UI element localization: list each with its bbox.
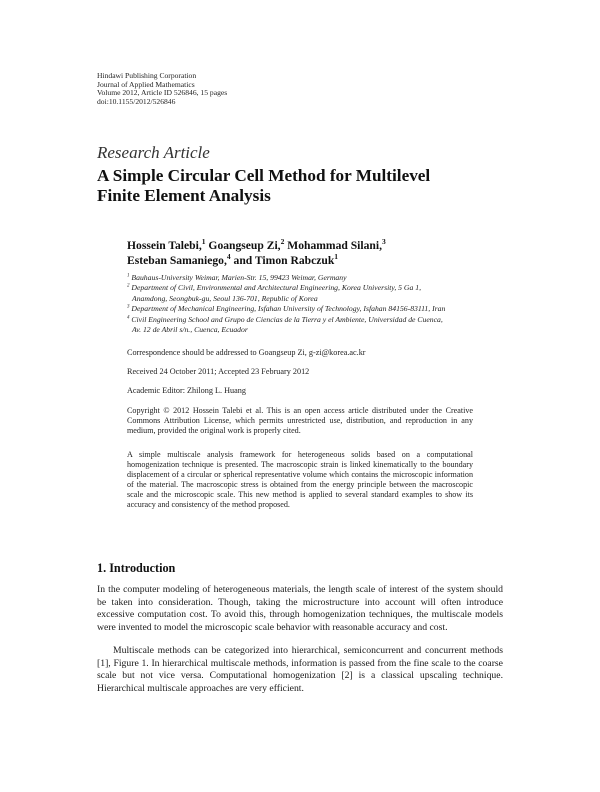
journal-header [97,72,227,106]
body-paragraph: In the computer modeling of heterogeneous materials, the length scale of interest of the system should be taken into consideration. Though, taking the microstructure into account will often introduce excessive computation cost. To avoid this, through homogenization techniques, the multiscale models were invented to model the microscopic scale behavior with reasonable accuracy and cost. [97,584,503,634]
author-name: Esteban Samaniego, [127,254,227,267]
author-line-1 [127,238,386,253]
affiliation-item [127,315,445,325]
author-affiliation-mark: 1 [201,237,206,247]
article-type: Research Article [97,143,210,162]
author-affiliation-mark: 2 [280,237,285,247]
author-affiliation-mark: 4 [226,252,231,262]
section-heading: 1. Introduction [97,561,176,575]
affiliation-list [127,273,445,335]
title-line-2: Finite Element Analysis [97,186,271,205]
affiliation-item [127,273,445,283]
affiliation-text: Department of Mechanical Engineering, Isfahan University of Technology, Isfahan 84156-83111, Iran [131,304,446,314]
author-name: Mohammad Silani, [287,239,382,252]
doi-line: doi:10.1155/2012/526846 [97,96,176,106]
affiliation-text: Civil Engineering School and Grupo de Ciencias de la Tierra y el Ambiente, Universidad de Cuenca, [131,314,443,324]
author-name: Goangseup Zi, [208,239,281,252]
title-line-1: A Simple Circular Cell Method for Multilevel [97,166,431,185]
body-paragraph: Multiscale methods can be categorized into hierarchical, semiconcurrent and concurrent methods [1], Figure 1. In hierarchical multiscale methods, information is passed from the fine scale to the coarse scale but not vice versa. Computational homogenization [2] is a classical upscaling technique. Hierarchical multiscale approaches are very efficient. [97,645,503,695]
journal-line: Journal of Applied Mathematics [97,79,195,89]
affiliation-item [127,283,445,293]
author-name: and Timon Rabczuk [233,254,335,267]
paper-title [97,166,430,206]
copyright-notice: Copyright © 2012 Hossein Talebi et al. This is an open access article distributed under the Creative Commons Attribution License, which permits unrestricted use, distribution, and reproduction in any medium, provided the original work is properly cited. [127,406,473,436]
affiliation-text: Department of Civil, Environmental and Architectural Engineering, Korea University, 5 Ga 1, [131,283,422,293]
academic-editor: Academic Editor: Zhilong L. Huang [127,386,246,395]
publisher-line: Hindawi Publishing Corporation [97,71,197,80]
abstract: A simple multiscale analysis framework for heterogeneous solids based on a computational homogenization technique is presented. The macroscopic strain is linked kinematically to the boundary displacement of a circular or spherical representative volume which contains the microscopic information of the material. The macroscopic stress is obtained from the energy principle between the macroscopic scale and the microscopic scale. This new method is applied to several standard examples to show its accuracy and consistency of the method proposed. [127,450,473,510]
affiliation-number: 3 [127,304,130,310]
affiliation-continuation: Anamdong, Seongbuk-gu, Seoul 136-701, Republic of Korea [132,293,318,303]
affiliation-number: 4 [127,315,130,321]
correspondence-note: Correspondence should be addressed to Goangseup Zi, g-zi@korea.ac.kr [127,348,366,357]
affiliation-continuation: Av. 12 de Abril s/n., Cuenca, Ecuador [132,325,248,335]
author-line-2 [127,253,386,268]
author-name: Hossein Talebi, [127,239,202,252]
author-affiliation-mark: 1 [334,252,339,262]
affiliation-item [127,304,445,314]
affiliation-text: Bauhaus-University Weimar, Marien-Str. 15, 99423 Weimar, Germany [131,273,347,282]
author-affiliation-mark: 3 [381,237,386,247]
volume-line: Volume 2012, Article ID 526846, 15 pages [97,88,228,98]
affiliation-number: 2 [127,283,130,289]
author-list [127,238,386,268]
received-dates: Received 24 October 2011; Accepted 23 February 2012 [127,367,310,376]
affiliation-number: 1 [127,273,130,279]
